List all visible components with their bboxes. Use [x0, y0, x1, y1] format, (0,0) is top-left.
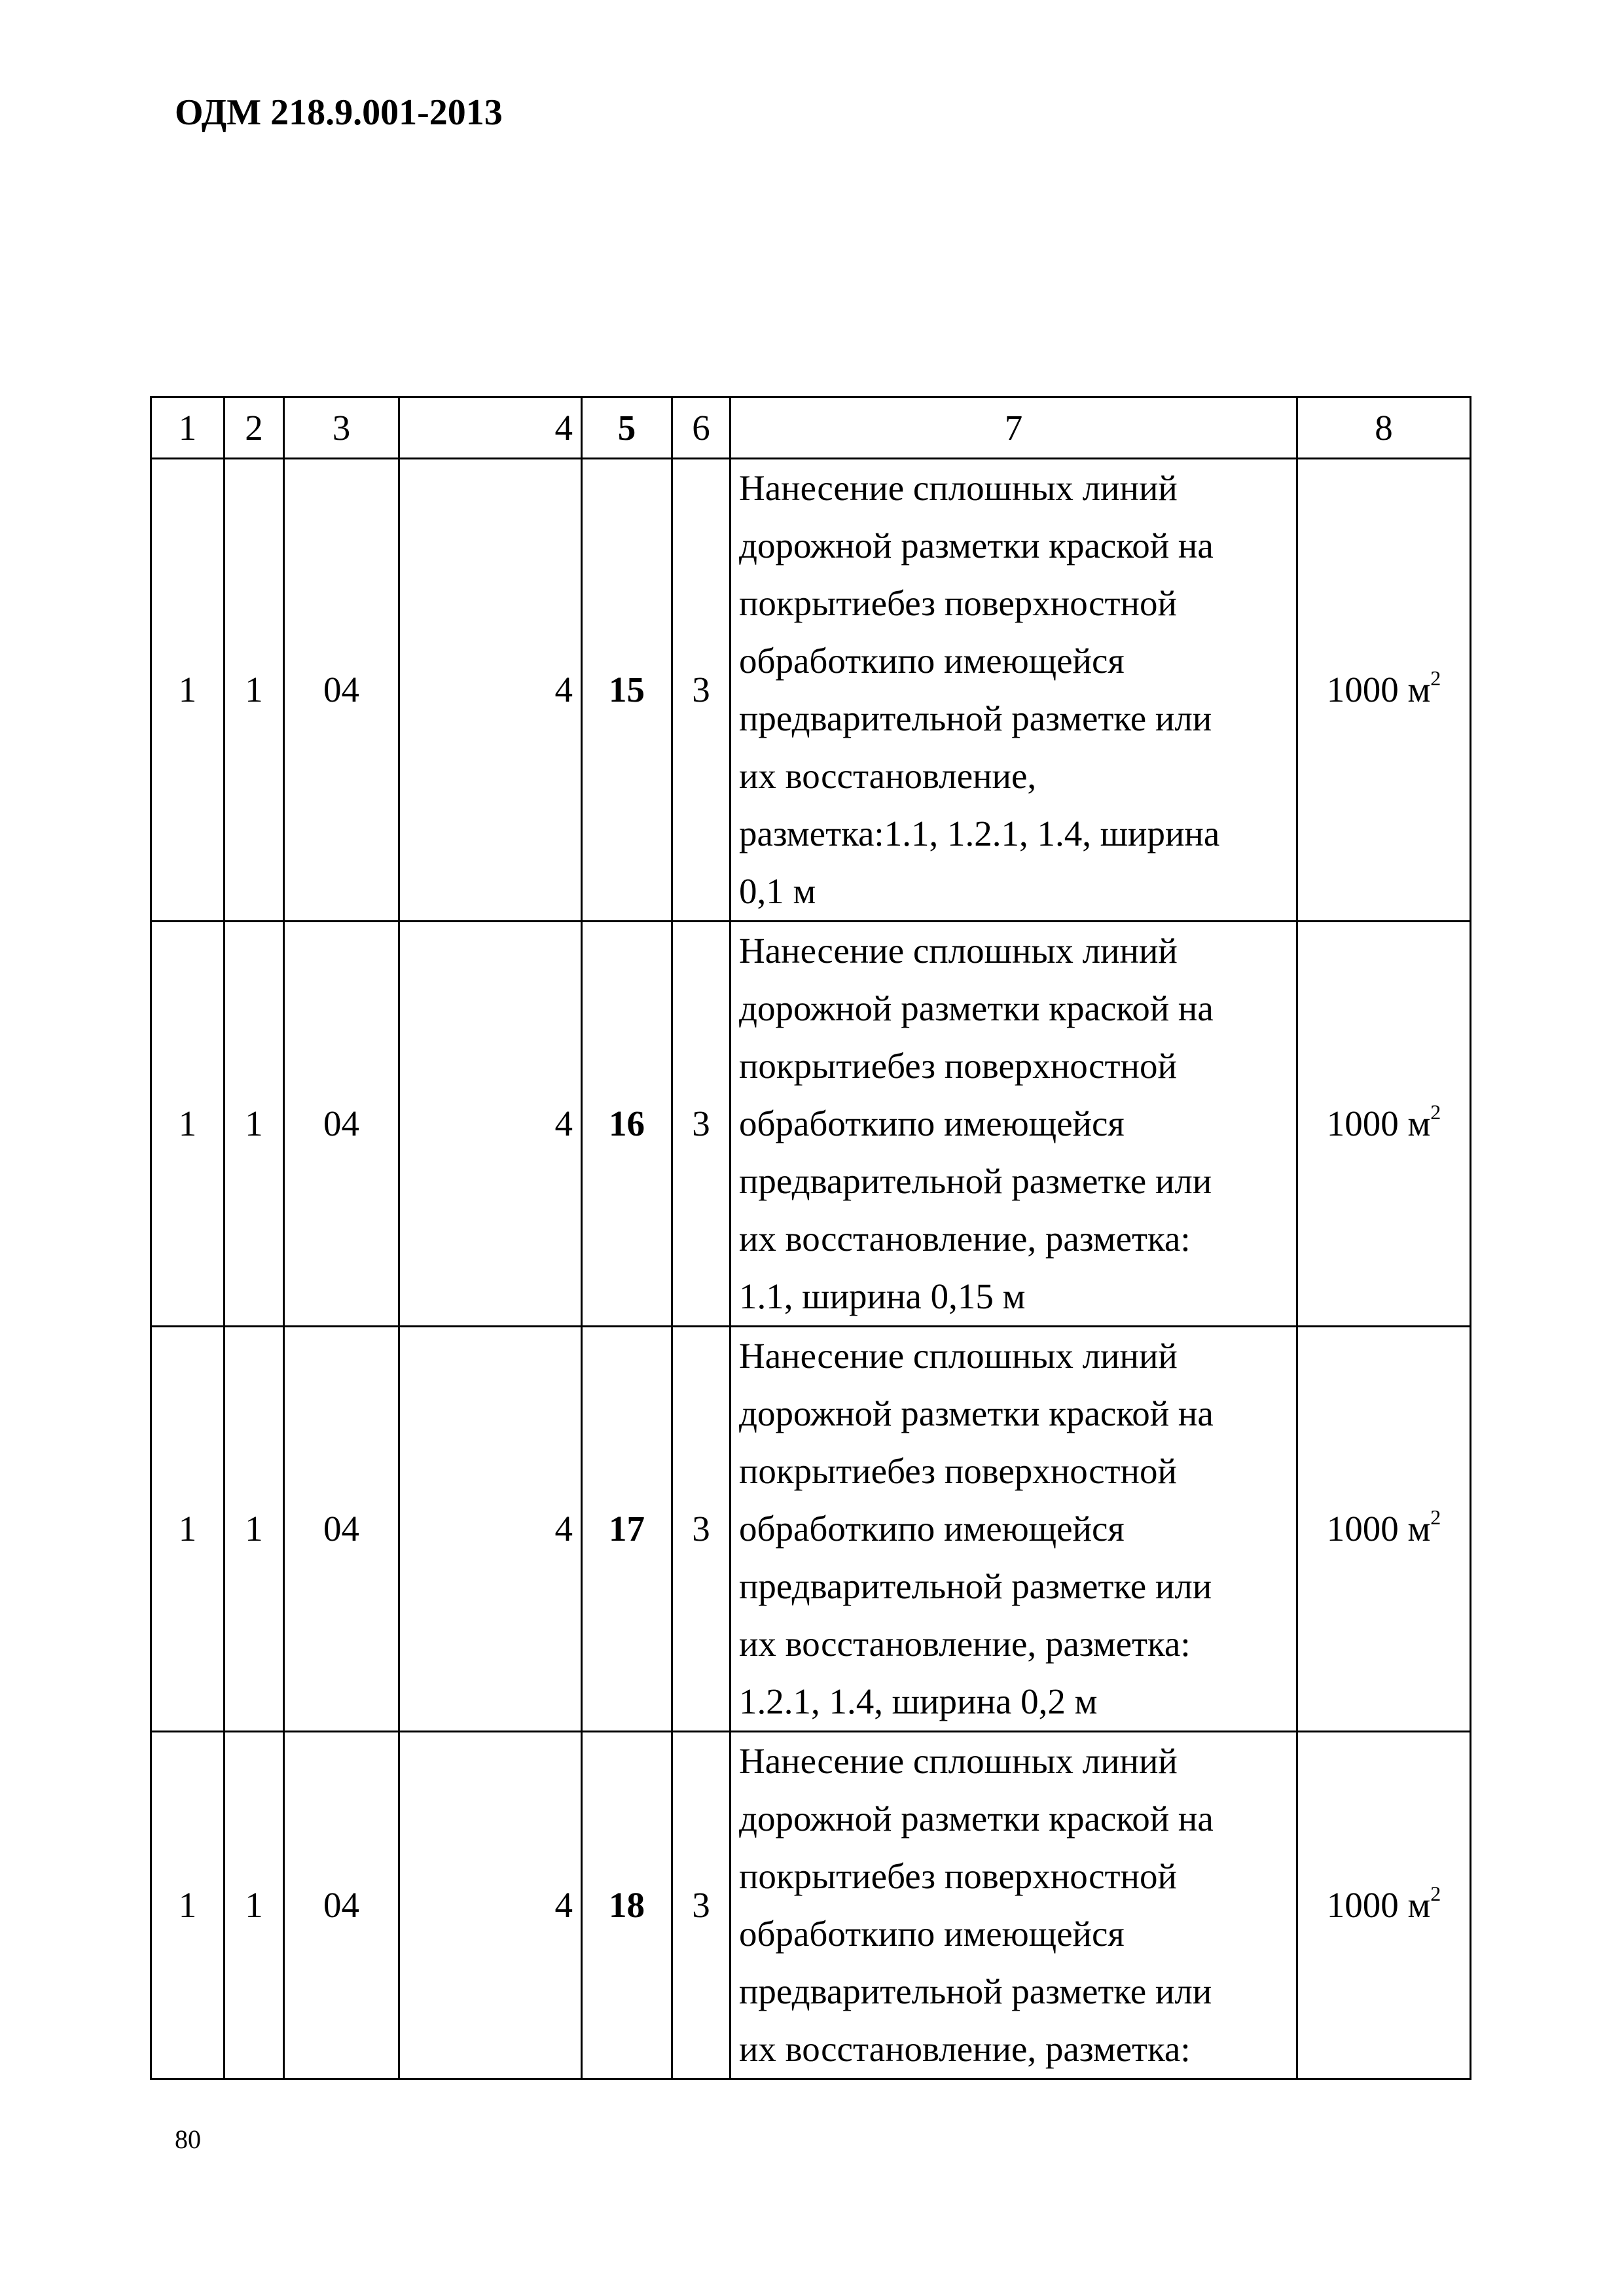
- cell-col3: 04: [284, 1732, 399, 2079]
- description-line: их восстановление, разметка:: [739, 1624, 1191, 1664]
- description-line: обработкипо имеющейся: [739, 641, 1125, 681]
- description-line: дорожной разметки краской на: [739, 526, 1214, 565]
- cell-col2: 1: [225, 459, 284, 922]
- header-cell-7: 7: [731, 397, 1297, 459]
- cell-col1: 1: [151, 1327, 225, 1732]
- description-line: обработкипо имеющейся: [739, 1103, 1125, 1143]
- cell-col6: 3: [672, 1327, 731, 1732]
- description-line: Нанесение сплошных линий: [739, 468, 1178, 508]
- cell-unit: [1297, 922, 1471, 1327]
- cell-col1: 1: [151, 459, 225, 922]
- cell-col1: 1: [151, 922, 225, 1327]
- table-row: [151, 922, 1471, 1327]
- description-line: предварительной разметке или: [739, 698, 1212, 738]
- document-code-header: ОДМ 218.9.001-2013: [175, 92, 503, 133]
- page-number: 80: [175, 2125, 201, 2154]
- cell-col6: 3: [672, 1732, 731, 2079]
- table-header-row: [151, 397, 1471, 459]
- header-cell-4: 4: [399, 397, 582, 459]
- header-cell-6: 6: [672, 397, 731, 459]
- description-line: обработкипо имеющейся: [739, 1509, 1125, 1549]
- cell-col3: 04: [284, 922, 399, 1327]
- header-cell-8: 8: [1297, 397, 1471, 459]
- header-cell-2: 2: [225, 397, 284, 459]
- cell-description: [731, 1327, 1297, 1732]
- cell-unit: [1297, 459, 1471, 922]
- cell-description: [731, 1732, 1297, 2079]
- cell-col3: 04: [284, 1327, 399, 1732]
- description-line: разметка:1.1, 1.2.1, 1.4, ширина: [739, 814, 1220, 853]
- cell-col2: 1: [225, 922, 284, 1327]
- description-line: покрытиебез поверхностной: [739, 583, 1177, 623]
- cell-description: [731, 459, 1297, 922]
- classifier-table: [150, 396, 1471, 2080]
- cell-col2: 1: [225, 1327, 284, 1732]
- description-line: предварительной разметке или: [739, 1566, 1212, 1606]
- description-line: покрытиебез поверхностной: [739, 1451, 1177, 1491]
- unit-exponent: 2: [1430, 1505, 1441, 1529]
- unit-text: 1000 м: [1326, 1885, 1431, 1925]
- cell-col4: 4: [399, 1327, 582, 1732]
- table-row: [151, 1327, 1471, 1732]
- header-cell-1: 1: [151, 397, 225, 459]
- description-line: дорожной разметки краской на: [739, 1393, 1214, 1433]
- cell-col5: 17: [582, 1327, 672, 1732]
- cell-col2: 1: [225, 1732, 284, 2079]
- table-row: [151, 459, 1471, 922]
- cell-col1: 1: [151, 1732, 225, 2079]
- description-line: 0,1 м: [739, 871, 816, 911]
- header-cell-5: 5: [582, 397, 672, 459]
- description-line: предварительной разметке или: [739, 1161, 1212, 1201]
- cell-unit: [1297, 1732, 1471, 2079]
- cell-col4: 4: [399, 1732, 582, 2079]
- cell-col5: 16: [582, 922, 672, 1327]
- description-line: покрытиебез поверхностной: [739, 1046, 1177, 1086]
- description-line: предварительной разметке или: [739, 1971, 1212, 2011]
- description-line: Нанесение сплошных линий: [739, 1741, 1178, 1781]
- cell-col5: 15: [582, 459, 672, 922]
- cell-col6: 3: [672, 459, 731, 922]
- description-line: 1.2.1, 1.4, ширина 0,2 м: [739, 1681, 1098, 1721]
- description-line: дорожной разметки краской на: [739, 1799, 1214, 1839]
- description-line: покрытиебез поверхностной: [739, 1856, 1177, 1896]
- unit-exponent: 2: [1430, 1881, 1441, 1905]
- cell-col5: 18: [582, 1732, 672, 2079]
- unit-exponent: 2: [1430, 666, 1441, 690]
- unit-text: 1000 м: [1326, 1509, 1431, 1549]
- description-line: дорожной разметки краской на: [739, 988, 1214, 1028]
- unit-text: 1000 м: [1326, 670, 1431, 709]
- description-line: 1.1, ширина 0,15 м: [739, 1276, 1026, 1316]
- cell-col4: 4: [399, 922, 582, 1327]
- description-line: обработкипо имеющейся: [739, 1914, 1125, 1954]
- cell-col6: 3: [672, 922, 731, 1327]
- description-line: их восстановление,: [739, 756, 1037, 796]
- unit-exponent: 2: [1430, 1100, 1441, 1124]
- unit-text: 1000 м: [1326, 1103, 1431, 1143]
- header-cell-3: 3: [284, 397, 399, 459]
- cell-col4: 4: [399, 459, 582, 922]
- description-line: Нанесение сплошных линий: [739, 931, 1178, 971]
- cell-description: [731, 922, 1297, 1327]
- description-line: их восстановление, разметка:: [739, 2029, 1191, 2069]
- cell-col3: 04: [284, 459, 399, 922]
- description-line: их восстановление, разметка:: [739, 1219, 1191, 1259]
- table-row: [151, 1732, 1471, 2079]
- cell-unit: [1297, 1327, 1471, 1732]
- description-line: Нанесение сплошных линий: [739, 1336, 1178, 1376]
